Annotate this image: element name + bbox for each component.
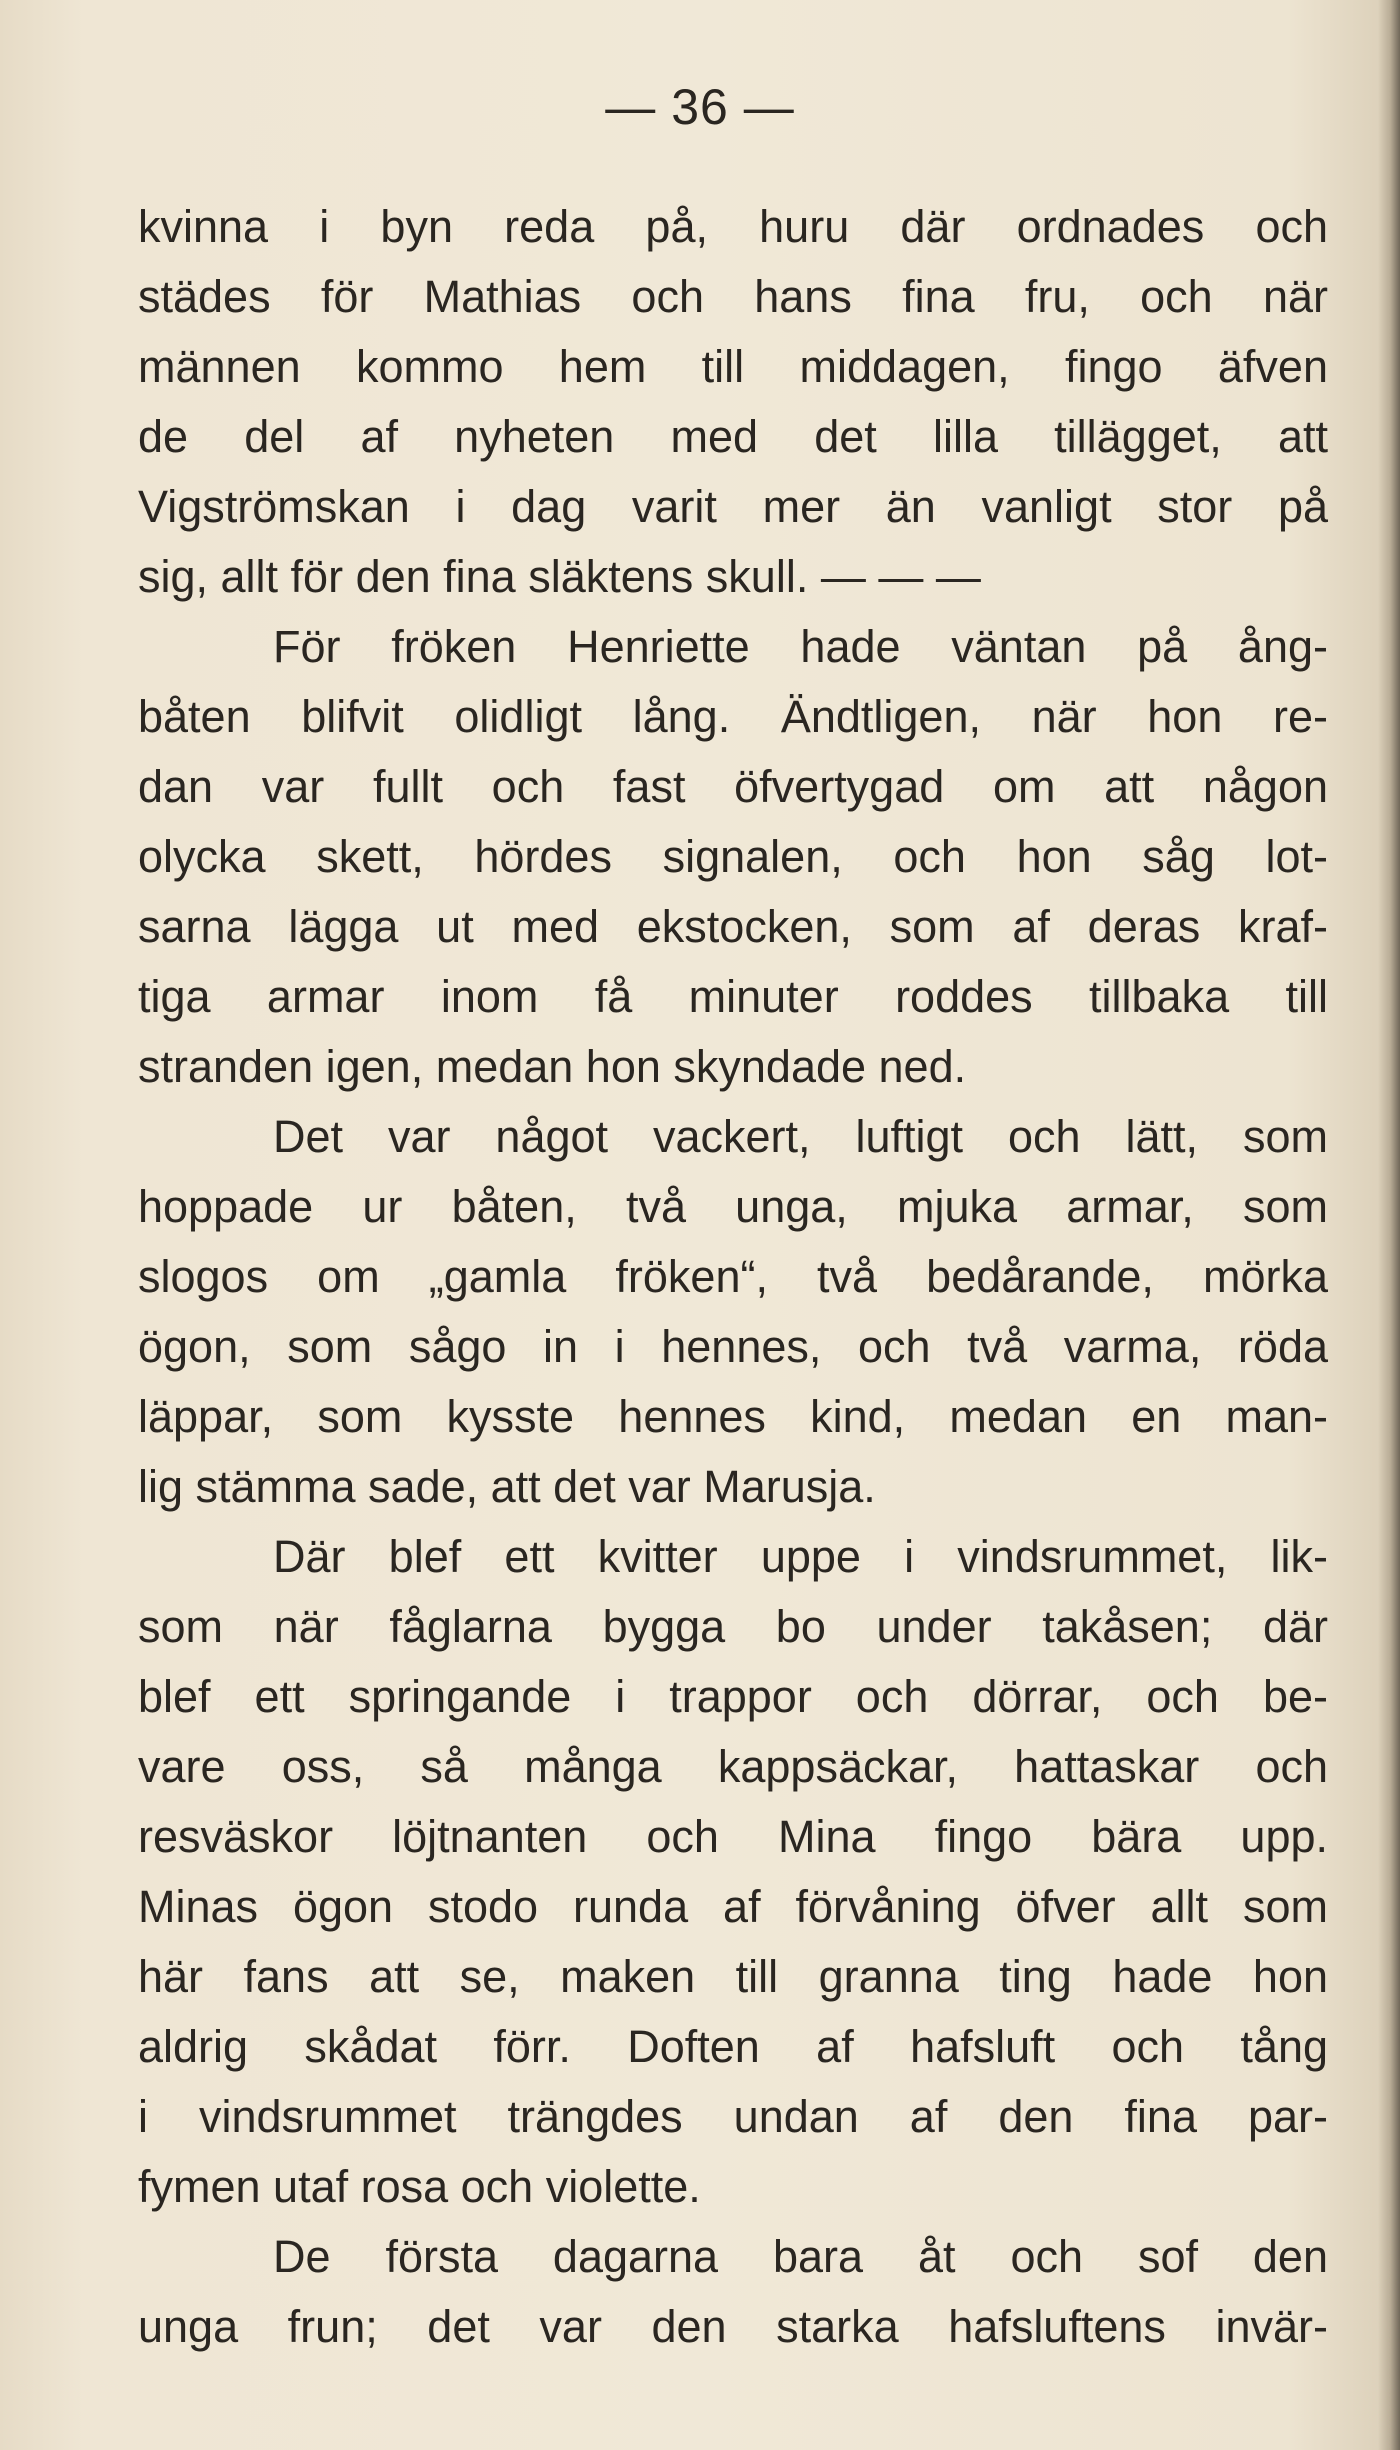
text-line: ögon, som sågo in i hennes, och två varma, röda: [138, 1321, 1328, 1372]
text-line: Vigströmskan i dag varit mer än vanligt stor på: [138, 481, 1328, 532]
text-line: sig, allt för den fina släktens skull. — — —: [138, 551, 981, 602]
text-line: dan var fullt och fast öfvertygad om att någon: [138, 761, 1328, 812]
text-line: Där blef ett kvitter uppe i vindsrummet, lik-: [273, 1531, 1328, 1582]
text-line: stranden igen, medan hon skyndade ned.: [138, 1041, 967, 1092]
text-line: För fröken Henriette hade väntan på ång-: [273, 621, 1328, 672]
text-line: städes för Mathias och hans fina fru, och när: [138, 271, 1328, 322]
text-line: här fans att se, maken till granna ting hade hon: [138, 1951, 1328, 2002]
text-line: vare oss, så många kappsäckar, hattaskar och: [138, 1741, 1328, 1792]
body-text: [138, 192, 1328, 2362]
text-line: blef ett springande i trappor och dörrar, och be-: [138, 1671, 1328, 1722]
text-line: hoppade ur båten, två unga, mjuka armar, som: [138, 1181, 1328, 1232]
text-line: Minas ögon stodo runda af förvåning öfver allt som: [138, 1881, 1328, 1932]
text-line: olycka skett, hördes signalen, och hon såg lot-: [138, 831, 1328, 882]
text-line: resväskor löjtnanten och Mina fingo bära upp.: [138, 1811, 1328, 1862]
page-edge-shadow: [1378, 0, 1400, 2450]
page-number: — 36 —: [605, 79, 795, 135]
text-line: som när fåglarna bygga bo under takåsen; där: [138, 1601, 1328, 1652]
text-line: De första dagarna bara åt och sof den: [273, 2231, 1328, 2282]
text-line: fymen utaf rosa och violette.: [138, 2161, 701, 2212]
text-line: läppar, som kysste hennes kind, medan en man-: [138, 1391, 1328, 1442]
text-line: i vindsrummet trängdes undan af den fina par-: [138, 2091, 1328, 2142]
text-line: kvinna i byn reda på, huru där ordnades och: [138, 201, 1328, 252]
text-line: de del af nyheten med det lilla tillägget, att: [138, 411, 1328, 462]
text-line: slogos om „gamla fröken“, två bedårande, mörka: [138, 1251, 1328, 1302]
text-line: männen kommo hem till middagen, fingo äfven: [138, 341, 1328, 392]
text-line: aldrig skådat förr. Doften af hafsluft och tång: [138, 2021, 1328, 2072]
text-line: lig stämma sade, att det var Marusja.: [138, 1461, 876, 1512]
text-line: Det var något vackert, luftigt och lätt, som: [273, 1111, 1328, 1162]
text-line: tiga armar inom få minuter roddes tillbaka till: [138, 971, 1328, 1022]
text-line: unga frun; det var den starka hafsluftens invär-: [138, 2301, 1328, 2352]
text-line: båten blifvit olidligt lång. Ändtligen, när hon re-: [138, 691, 1328, 742]
text-line: sarna lägga ut med ekstocken, som af deras kraf-: [138, 901, 1328, 952]
